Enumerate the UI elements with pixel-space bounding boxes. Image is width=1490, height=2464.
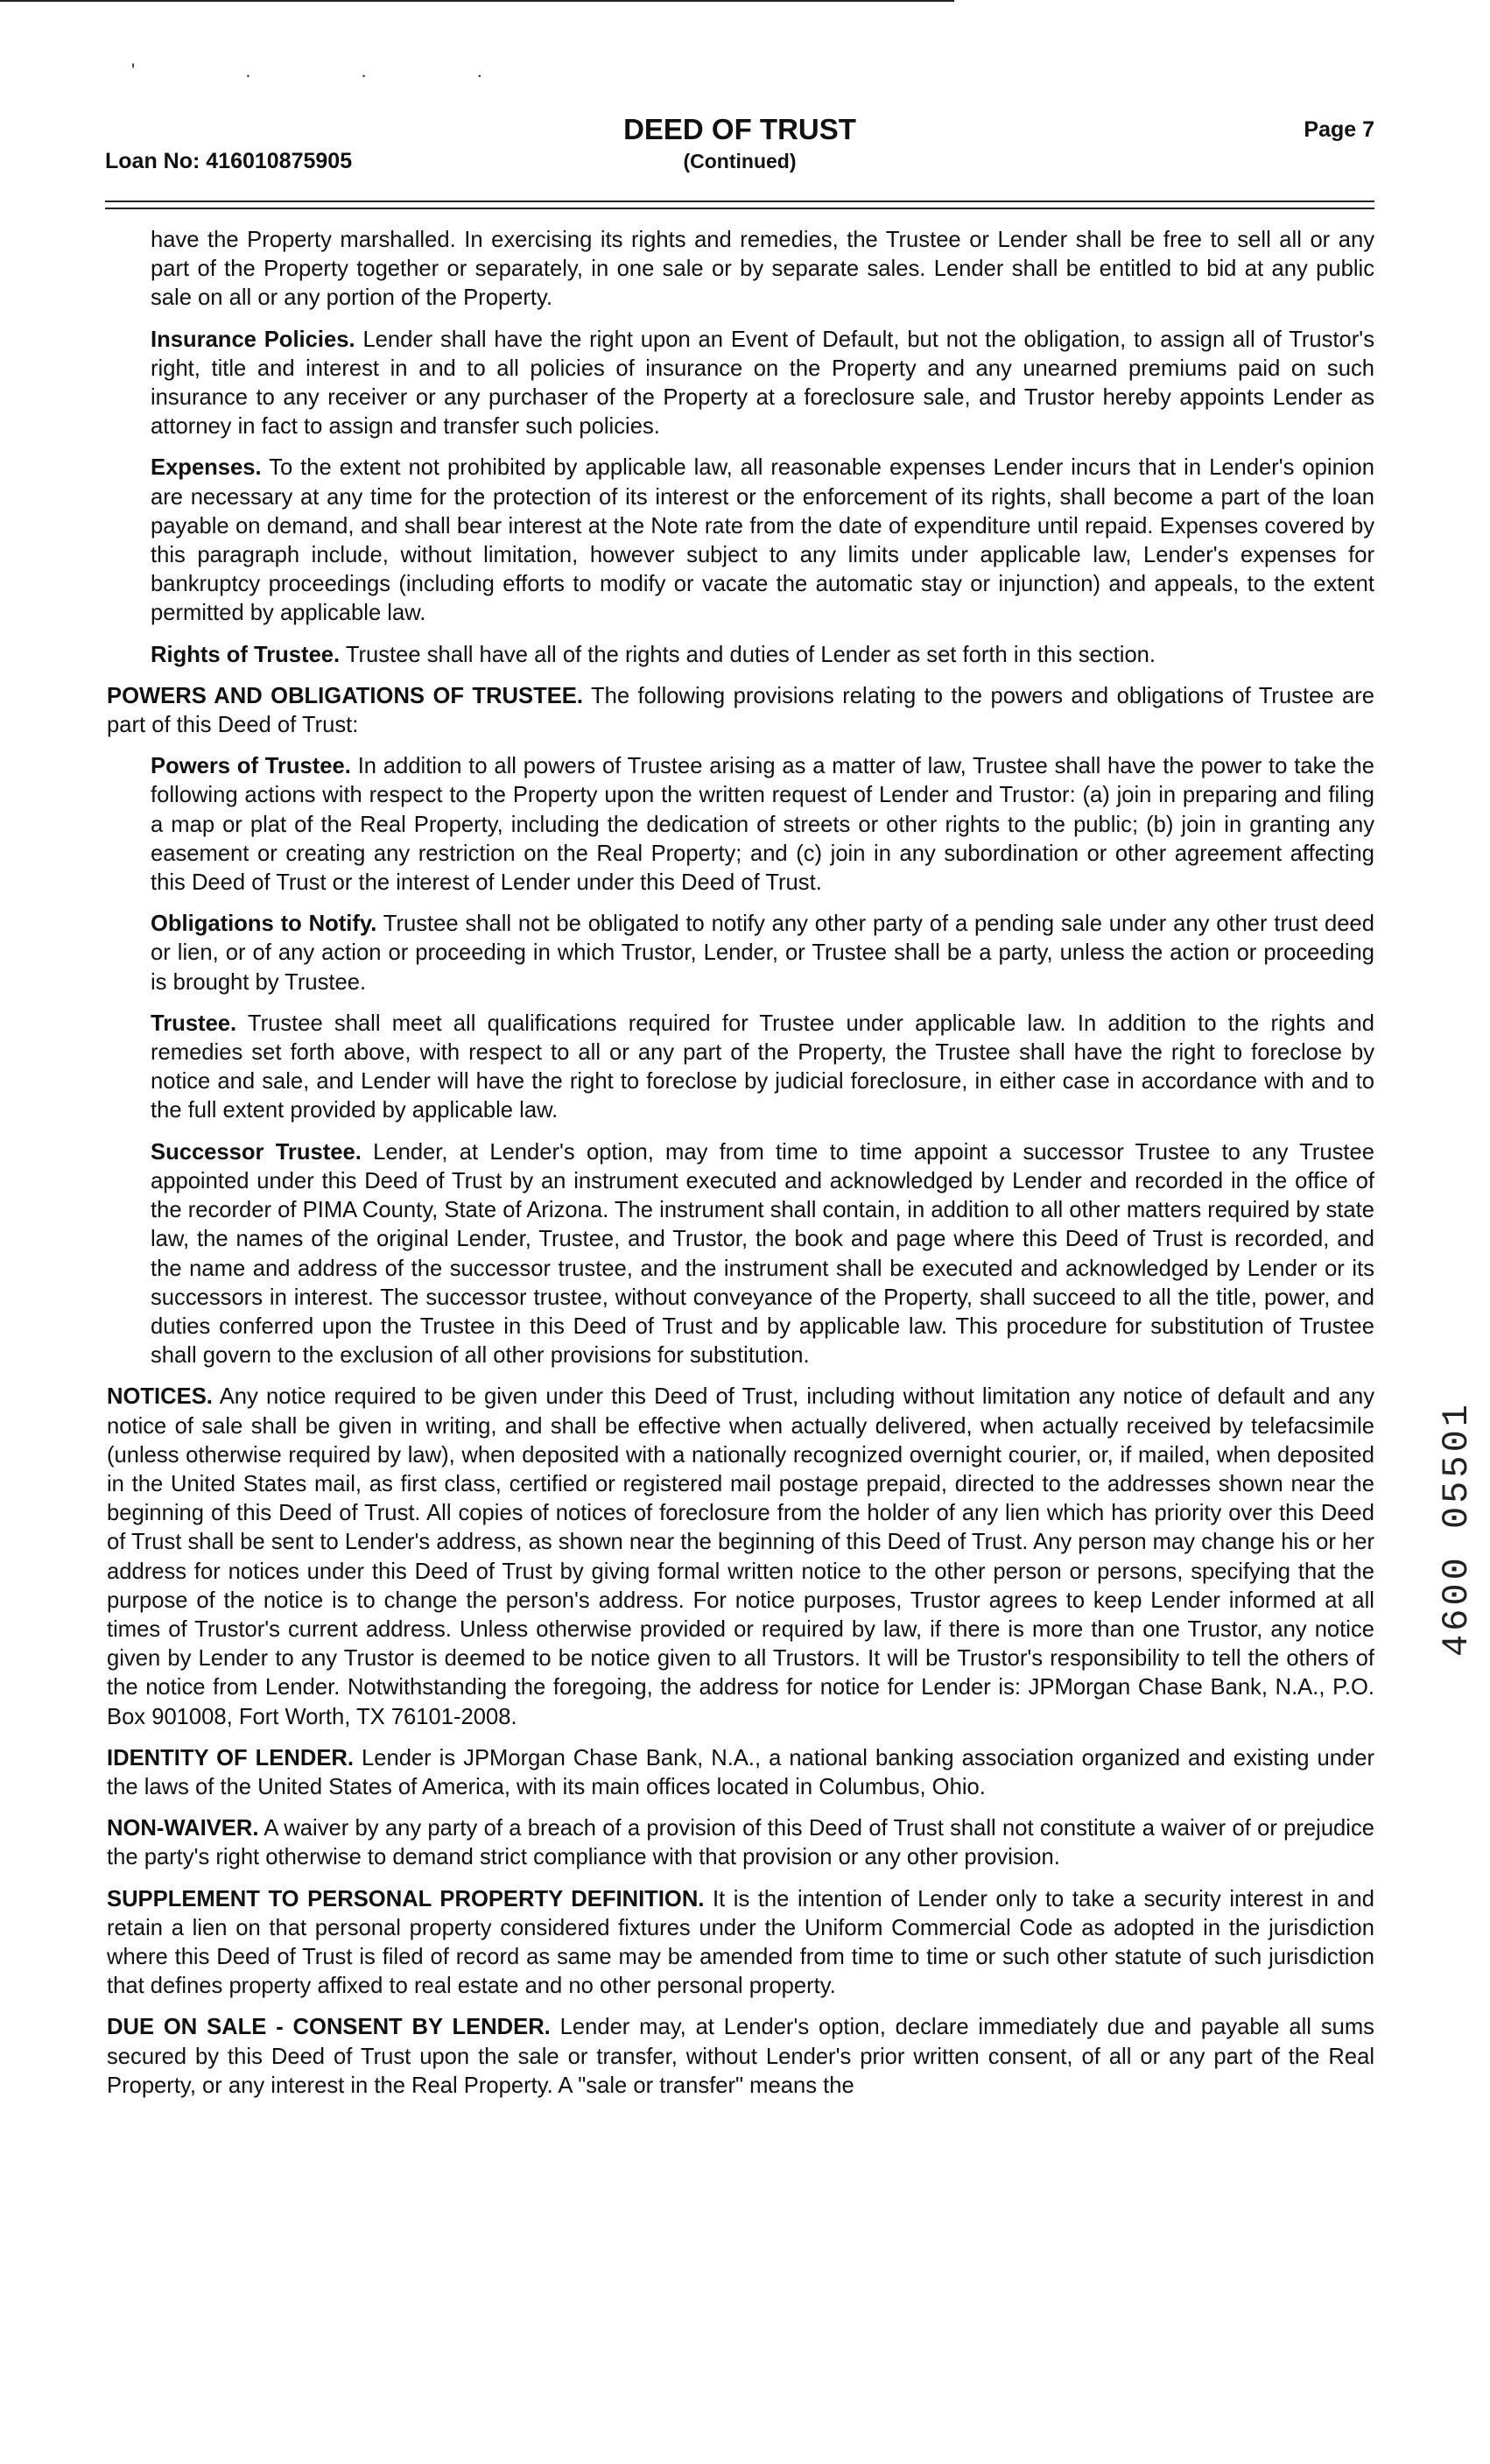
paragraph [151,1010,1374,1126]
paragraph-heading: Expenses. [151,455,262,481]
paragraph-text: Any notice required to be given under this Deed of Trust, including without limitation any notice of default and any notice of sale shall be given in writing, and shall be effective when actually delivered, when actually received by telefacsimile (unless otherwise required by law), when deposited with a nationally recognized overnight courier, or, if mailed, when deposited in the United States mail, as first class, certified or registered mail postage prepaid, directed to the addresses shown near the beginning of this Deed of Trust. All copies of notices of foreclosure from the holder of any lien which has priority over this Deed of Trust shall be sent to Lender's address, as shown near the beginning of this Deed of Trust. Any person may change his or her address for notices under this Deed of Trust by giving formal written notice to the other person or persons, specifying that the purpose of the notice is to change the person's address. For notice purposes, Trustor agrees to keep Lender informed at all times of Trustor's current address. Unless otherwise provided or required by law, if there is more than one Trustor, any notice given by Lender to any Trustor is deemed to be notice given to all Trustors. It will be Trustor's responsibility to tell the others of the notice from Lender. Notwithstanding the foregoing, the address for notice for Lender is: JPMorgan Chase Bank, N.A., P.O. Box 901008, Fort Worth, TX 76101-2008. [107,1384,1374,1729]
paragraph-text: Lender is JPMorgan Chase Bank, N.A., a national banking association organized and existing under the laws of the United States of America, with its main offices located in Columbus, Ohio. [107,1745,1374,1799]
paragraph-text: Lender may, at Lender's option, declare immediately due and payable all sums secured by this Deed of Trust upon the sale or transfer, without Lender's prior written consent, of all or any part of the Real Property, or any interest in the Real Property. A "sale or transfer" means the [107,2015,1374,2098]
paragraph-text: Lender shall have the right upon an Event of Default, but not the obligation, to assign all of Trustor's right, title and interest in and to all policies of insurance on the Property and any unearned premiums paid on such insurance to any receiver or any purchaser of the Property at a foreclosure sale, and Trustor hereby appoints Lender as attorney in fact to assign and transfer such policies. [151,327,1374,440]
paragraph-heading: Trustee. [151,1010,237,1036]
paragraph-heading: Insurance Policies. [151,327,355,352]
document-body [107,226,1374,2113]
paragraph-text: Trustee shall not be obligated to notify any other party of a pending sale under any other trust deed or lien, or of any action or proceeding in which Trustor, Lender, or Trustee shall be a party, unless the action or proceeding is brought by Trustee. [151,912,1374,995]
paragraph-heading: POWERS AND OBLIGATIONS OF TRUSTEE. [107,683,583,708]
paragraph [151,641,1374,670]
paragraph [151,454,1374,628]
paragraph-heading: NOTICES. [107,1384,213,1410]
scan-specks: ' . . . [131,60,535,81]
paragraph-text: Lender, at Lender's option, may from time to time appoint a successor Trustee to any Trustee appointed under this Deed of Trust by an instrument executed and acknowledged by Lender and recorded in the office of the recorder of PIMA County, State of Arizona. The instrument shall contain, in addition to all other matters required by state law, the names of the original Lender, Trustee, and Trustor, the book and page where this Deed of Trust is recorded, and the name and address of the successor trustee, and the instrument shall be executed and acknowledged by Lender or its successors in interest. The successor trustee, without conveyance of the Property, shall succeed to all the title, power, and duties conferred upon the Trustee in this Deed of Trust and by applicable law. This procedure for substitution of Trustee shall govern to the exclusion of all other provisions for substitution. [151,1139,1374,1369]
paragraph-heading: NON-WAIVER. [107,1816,259,1841]
paragraph-heading: Successor Trustee. [151,1139,362,1165]
paragraph-text: In addition to all powers of Trustee arising as a matter of law, Trustee shall have the power to take the following actions with respect to the Property upon the written request of Lender and Trustor: (a) join in preparing and filing a map or plat of the Real Property, including the dedication of streets or other rights to the public; (b) join in granting any easement or creating any restriction on the Real Property; and (c) join in any subordination or other agreement affecting this Deed of Trust or the interest of Lender under this Deed of Trust. [151,754,1374,896]
paragraph-text: have the Property marshalled. In exercising its rights and remedies, the Trustee or Lender shall be free to sell all or any part of the Property together or separately, in one sale or by separate sales. Lender shall be entitled to bid at any public sale on all or any portion of the Property. [151,228,1374,311]
paragraph-text: Trustee shall have all of the rights and duties of Lender as set forth in this section. [345,642,1156,667]
page-number: Page 7 [1304,117,1374,142]
paragraph-text: A waiver by any party of a breach of a provision of this Deed of Trust shall not constitute a waiver of or prejudice the party's right otherwise to demand strict compliance with that provision or any other provision. [107,1816,1375,1870]
paragraph [107,682,1374,740]
paragraph-text: To the extent not prohibited by applicable law, all reasonable expenses Lender incurs that in Lender's opinion are necessary at any time for the protection of its interest or the enforcement of its rights, shall become a part of the loan payable on demand, and shall bear interest at the Note rate from the date of expenditure until repaid. Expenses covered by this paragraph include, without limitation, however subject to any limits under applicable law, Lender's expenses for bankruptcy proceedings (including efforts to modify or vacate the automatic stay or injunction) and appeals, to the extent permitted by applicable law. [151,455,1374,626]
document-subtitle: (Continued) [683,150,797,172]
paragraph-heading: DUE ON SALE - CONSENT BY LENDER. [107,2015,551,2040]
paragraph-heading: Obligations to Notify. [151,912,377,937]
paragraph-heading: IDENTITY OF LENDER. [107,1745,354,1771]
paragraph [151,910,1374,997]
paragraph [107,2013,1374,2101]
paragraph-heading: Rights of Trustee. [151,642,341,667]
loan-number: Loan No: 416010875905 [105,149,353,173]
paragraph-heading: SUPPLEMENT TO PERSONAL PROPERTY DEFINITION. [107,1886,705,1911]
document-title: DEED OF TRUST [623,113,856,145]
side-recording-number: 4600 05501 [1436,1401,1478,1658]
paragraph [107,1744,1374,1802]
paragraph-heading: Powers of Trustee. [151,754,351,779]
paragraph [151,1138,1374,1371]
top-scan-line [0,0,954,2]
paragraph [107,1814,1374,1872]
header-rule-top [105,201,1374,202]
paragraph [151,326,1374,442]
paragraph-text: Trustee shall meet all qualifications required for Trustee under applicable law. In addition to the rights and remedies set forth above, with respect to all or any part of the Property, the Trustee shall have the right to foreclose by notice and sale, and Lender will have the right to foreclose by judicial foreclosure, in either case in accordance with and to the full extent provided by applicable law. [151,1010,1374,1123]
paragraph [151,226,1374,313]
header-rule-bottom [105,208,1374,209]
document-header [105,112,1374,182]
paragraph [151,752,1374,898]
paragraph [107,1383,1374,1731]
paragraph [107,1885,1374,2002]
paragraph-text: The following provisions relating to the powers and obligations of Trustee are part of this Deed of Trust: [107,683,1375,738]
paragraph-text: It is the intention of Lender only to take a security interest in and retain a lien on that personal property considered fixtures under the Uniform Commercial Code as adopted in the jurisdiction where this Deed of Trust is filed of record as same may be amended from time to time or such other statute of such jurisdiction that defines property affixed to real estate and no other personal property. [107,1886,1374,1999]
